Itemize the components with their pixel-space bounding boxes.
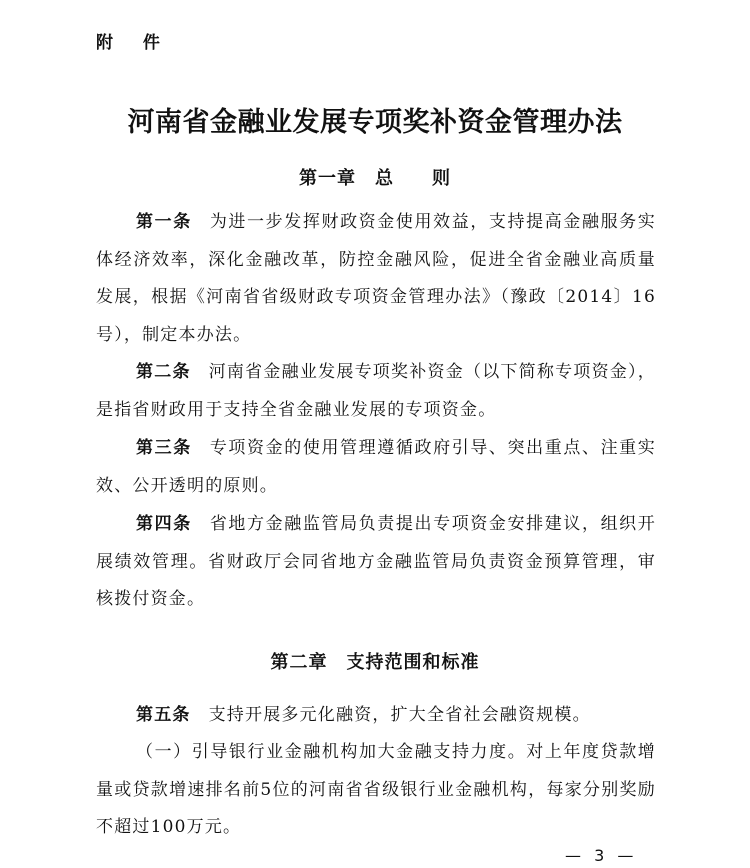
article-3 (96, 430, 656, 505)
chapter-2-heading: 第二章 支持范围和标准 (270, 652, 480, 673)
article-4-text: 省地方金融监管局负责提出专项资金安排建议，组织开展绩效管理。省财政厅会同省地方金融监管局负责资金预算管理，审核拨付资金。 (96, 514, 656, 609)
article-4-number: 第四条 (136, 514, 192, 534)
article-5-number: 第五条 (136, 705, 191, 725)
attachment-label: 附 件 (96, 33, 172, 53)
article-3-text: 专项资金的使用管理遵循政府引导、突出重点、注重实效、公开透明的原则。 (96, 438, 656, 496)
article-5-item-1: （一）引导银行业金融机构加大金融支持力度。对上年度贷款增量或贷款增速排名前5位的河南省省级银行业金融机构，每家分别奖励不超过100万元。 (96, 742, 656, 837)
article-1-number: 第一条 (136, 212, 192, 232)
document-title: 河南省金融业发展专项奖补资金管理办法 (127, 107, 623, 138)
article-3-number: 第三条 (136, 438, 192, 458)
article-1 (96, 204, 656, 354)
article-2 (96, 354, 656, 429)
page-number: — 3 — (565, 846, 638, 865)
article-2-number: 第二条 (136, 362, 191, 382)
chapter-1-heading: 第一章 总 则 (299, 168, 451, 189)
article-5 (96, 697, 656, 735)
article-2-text: 河南省金融业发展专项奖补资金（以下简称专项资金），是指省财政用于支持全省金融业发展的专项资金。 (96, 362, 656, 420)
article-5-text: 支持开展多元化融资，扩大全省社会融资规模。 (208, 705, 591, 725)
article-1-text: 为进一步发挥财政资金使用效益，支持提高金融服务实体经济效率，深化金融改革，防控金融风险，促进全省金融业高质量发展，根据《河南省省级财政专项资金管理办法》（豫政〔2014〕16号），制定本办法。 (96, 212, 656, 345)
article-4 (96, 506, 656, 619)
